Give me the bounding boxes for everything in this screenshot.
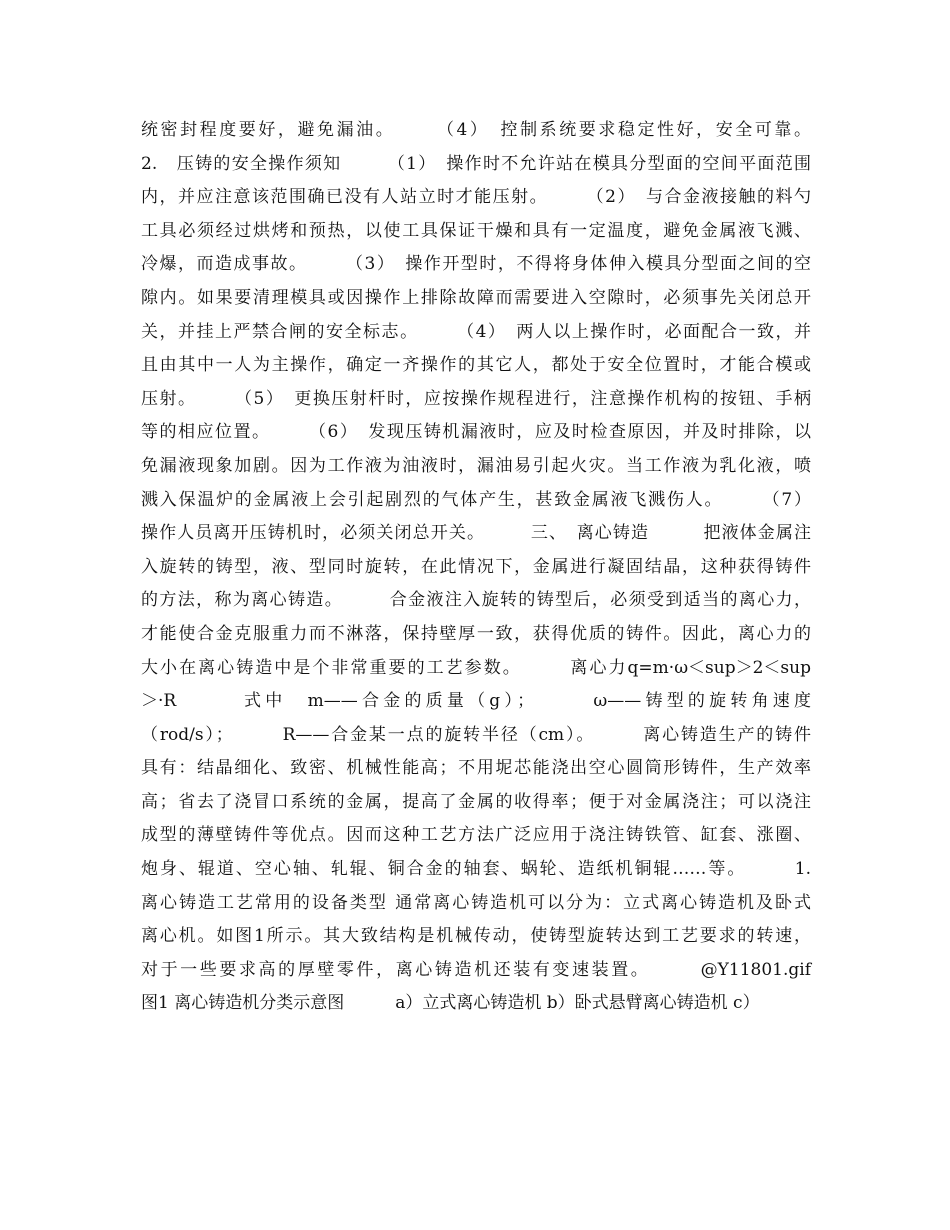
text-line-10: 等的相应位置。 （6） 发现压铸机漏液时，应及时检查原因，并及时排除，以: [141, 422, 811, 443]
text-line-19: （rod/s）； R——合金某一点的旋转半径（cm）。 离心铸造生产的铸件: [141, 724, 811, 745]
text-line-27: 图1 离心铸造机分类示意图 a）立式离心铸造机 b）卧式悬臂离心铸造机 c）: [141, 993, 760, 1014]
text-line-5: 冷爆，而造成事故。 （3） 操作开型时，不得将身体伸入模具分型面之间的空: [141, 254, 811, 275]
text-line-17: 大小在离心铸造中是个非常重要的工艺参数。 离心力q=m·ω＜sup＞2＜sup: [141, 657, 811, 678]
text-line-8: 且由其中一人为主操作，确定一齐操作的其它人，都处于安全位置时，才能合模或: [141, 355, 811, 376]
text-line-24: 离心铸造工艺常用的设备类型 通常离心铸造机可以分为：立式离心铸造机及卧式: [141, 892, 811, 913]
text-line-6: 隙内。如果要清理模具或因操作上排除故障而需要进入空隙时，必须事先关闭总开: [141, 287, 811, 308]
text-line-22: 成型的薄壁铸件等优点。因而这种工艺方法广泛应用于浇注铸铁管、缸套、涨圈、: [141, 825, 811, 846]
text-line-15: 的方法，称为离心铸造。 合金液注入旋转的铸型后，必须受到适当的离心力，: [141, 590, 811, 611]
body-text: [141, 114, 811, 1021]
text-line-13: 操作人员离开压铸机时，必须关闭总开关。 三、 离心铸造 把液体金属注: [141, 523, 811, 544]
text-line-3: 内，并应注意该范围确已没有人站立时才能压射。 （2） 与合金液接触的料勺: [141, 187, 811, 208]
text-line-26: 对于一些要求高的厚壁零件，离心铸造机还装有变速装置。 @Y11801.gif: [141, 959, 811, 980]
text-line-20: 具有：结晶细化、致密、机械性能高；不用坭芯能浇出空心圆筒形铸件，生产效率: [141, 758, 811, 779]
text-line-12: 溅入保温炉的金属液上会引起剧烈的气体产生，甚致金属液飞溅伤人。 （7）: [141, 489, 811, 510]
text-line-11: 免漏液现象加剧。因为工作液为油液时，漏油易引起火灾。当工作液为乳化液，喷: [141, 455, 811, 476]
text-line-1: 统密封程度要好，避免漏油。 （4） 控制系统要求稳定性好，安全可靠。: [141, 120, 811, 140]
text-line-21: 高；省去了浇冒口系统的金属，提高了金属的收得率；便于对金属浇注；可以浇注: [141, 791, 811, 812]
text-line-4: 工具必须经过烘烤和预热，以使工具保证干燥和具有一定温度，避免金属液飞溅、: [141, 220, 811, 241]
text-line-9: 压射。 （5） 更换压射杆时，应按操作规程进行，注意操作机构的按钮、手柄: [141, 388, 811, 409]
text-line-7: 关，并挂上严禁合闸的安全标志。 （4） 两人以上操作时，必面配合一致，并: [141, 321, 811, 342]
text-line-25: 离心机。如图1所示。其大致结构是机械传动，使铸型旋转达到工艺要求的转速，: [141, 926, 811, 947]
text-line-16: 才能使合金克服重力而不淋落，保持壁厚一致，获得优质的铸件。因此，离心力的: [141, 623, 811, 644]
text-line-23: 炮身、辊道、空心轴、轧辊、铜合金的轴套、蜗轮、造纸机铜辊……等。 1.: [141, 859, 811, 880]
text-line-14: 入旋转的铸型，液、型同时旋转，在此情况下，金属进行凝固结晶，这种获得铸件: [141, 556, 811, 577]
text-line-18: ＞·R 式中 m——合金的质量（g）； ω——铸型的旋转角速度: [141, 691, 811, 712]
text-line-2: 2. 压铸的安全操作须知 （1） 操作时不允许站在模具分型面的空间平面范围: [141, 153, 811, 174]
